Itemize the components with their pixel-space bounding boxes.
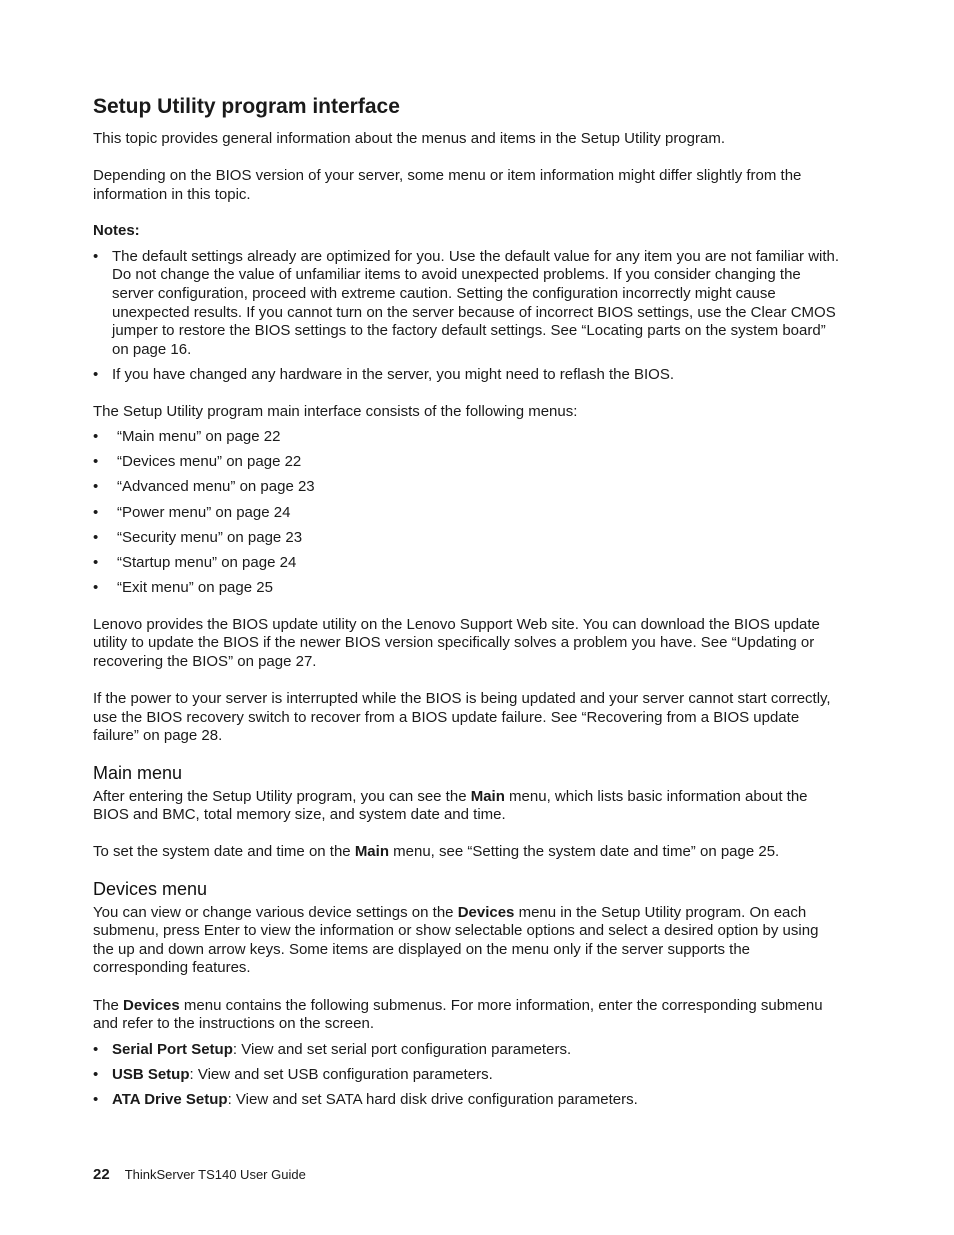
list-item xyxy=(93,428,843,447)
menu-link[interactable]: “Devices menu” on page 22 xyxy=(117,453,302,471)
text: After entering the Setup Utility program, you can see the xyxy=(93,787,471,805)
power-paragraph: If the power to your server is interrupted while the BIOS is being updated and your server cannot start correctly, use the BIOS recovery switch to recover from a BIOS update failure. See “Recovering from a BIOS update failure” on page 28. xyxy=(93,690,831,745)
page-content xyxy=(93,94,843,1128)
bold-term: Devices xyxy=(457,903,515,921)
submenu-name: USB Setup xyxy=(112,1065,190,1083)
bullet: • xyxy=(93,428,99,446)
list-item xyxy=(93,579,843,598)
menus-intro-paragraph: The Setup Utility program main interface consists of the following menus: xyxy=(93,402,578,420)
menu-link[interactable]: “Security menu” on page 23 xyxy=(117,528,303,546)
intro-paragraph: This topic provides general information about the menus and items in the Setup Utility program. xyxy=(93,130,725,148)
bios-version-paragraph: Depending on the BIOS version of your server, some menu or item information might differ slightly from the information in this topic. xyxy=(93,167,802,203)
menu-link[interactable]: “Main menu” on page 22 xyxy=(117,428,281,446)
main-menu-heading: Main menu xyxy=(93,762,183,783)
bullet: • xyxy=(93,528,99,546)
note-text: The default settings already are optimized for you. Use the default value for any item you are not familiar with. Do not change the value of unfamiliar items to avoid unexpected problems. If you consider changing the server configuration, proceed with extreme caution. Setting the configuration incorrectly might cause unexpected results. If you cannot turn on the server because of incorrect BIOS settings, use the Clear CMOS jumper to restore the BIOS settings to the factory default settings. See “Locating parts on the system board” on page 16. xyxy=(112,247,840,358)
list-item xyxy=(93,554,843,573)
submenu-desc: : View and set serial port configuration parameters. xyxy=(232,1040,572,1058)
devices-menu-heading: Devices menu xyxy=(93,878,208,899)
bullet: • xyxy=(93,1065,99,1083)
list-item xyxy=(93,453,843,472)
bullet: • xyxy=(93,579,99,597)
lenovo-paragraph: Lenovo provides the BIOS update utility on the Lenovo Support Web site. You can download the BIOS update utility to update the BIOS if the newer BIOS version specifically solves a problem you have. See “Updating or recovering the BIOS” on page 27. xyxy=(93,615,820,670)
devices-menu-section xyxy=(93,879,843,1110)
main-menu-paragraph-1 xyxy=(93,788,843,825)
menus-list xyxy=(93,428,843,598)
bullet: • xyxy=(93,1091,99,1109)
bold-term: Devices xyxy=(123,996,180,1014)
page-footer xyxy=(93,1166,306,1183)
text: The xyxy=(93,996,124,1014)
bullet: • xyxy=(93,247,99,265)
list-item xyxy=(93,1091,843,1110)
text: To set the system date and time on the xyxy=(93,843,355,861)
bullet: • xyxy=(93,365,99,383)
text: menu, which lists basic information about the BIOS and BMC, total memory size, and system date and time. xyxy=(93,787,808,824)
notes-list xyxy=(93,248,843,385)
list-item xyxy=(93,366,843,385)
bullet: • xyxy=(93,554,99,572)
book-title: ThinkServer TS140 User Guide xyxy=(124,1167,306,1182)
list-item xyxy=(93,248,843,360)
submenu-name: Serial Port Setup xyxy=(112,1040,233,1058)
submenu-name: ATA Drive Setup xyxy=(112,1091,228,1109)
list-item xyxy=(93,478,843,497)
note-text: If you have changed any hardware in the server, you might need to reflash the BIOS. xyxy=(112,365,675,383)
menu-link[interactable]: “Advanced menu” on page 23 xyxy=(117,478,315,496)
submenu-desc: : View and set SATA hard disk drive configuration parameters. xyxy=(227,1091,638,1109)
page-title: Setup Utility program interface xyxy=(93,95,400,118)
list-item xyxy=(93,504,843,523)
notes-label: Notes: xyxy=(93,222,140,240)
devices-menu-paragraph-1 xyxy=(93,904,843,978)
submenu-desc: : View and set USB configuration parameters. xyxy=(189,1065,493,1083)
devices-menu-paragraph-2 xyxy=(93,997,843,1034)
bold-term: Main xyxy=(470,787,505,805)
text: You can view or change various device settings on the xyxy=(93,903,458,921)
bullet: • xyxy=(93,1040,99,1058)
list-item xyxy=(93,529,843,548)
menu-link[interactable]: “Power menu” on page 24 xyxy=(117,503,291,521)
bullet: • xyxy=(93,453,99,471)
text: menu in the Setup Utility program. On each submenu, press Enter to view the information or show selectable options and select a desired option by using the up and down arrow keys. Some items are displayed on the menu only if the server supports the corresponding features. xyxy=(93,903,819,977)
page-number: 22 xyxy=(93,1166,110,1183)
main-menu-section xyxy=(93,763,843,862)
text: menu, see “Setting the system date and time” on page 25. xyxy=(388,843,780,861)
menu-link[interactable]: “Startup menu” on page 24 xyxy=(117,554,297,572)
submenus-list xyxy=(93,1041,843,1110)
bullet: • xyxy=(93,503,99,521)
bold-term: Main xyxy=(354,843,389,861)
list-item xyxy=(93,1066,843,1085)
menu-link[interactable]: “Exit menu” on page 25 xyxy=(117,579,273,597)
bullet: • xyxy=(93,478,99,496)
text: menu contains the following submenus. For more information, enter the corresponding submenu and refer to the instructions on the screen. xyxy=(93,996,823,1033)
main-menu-paragraph-2 xyxy=(93,843,843,862)
list-item xyxy=(93,1041,843,1060)
